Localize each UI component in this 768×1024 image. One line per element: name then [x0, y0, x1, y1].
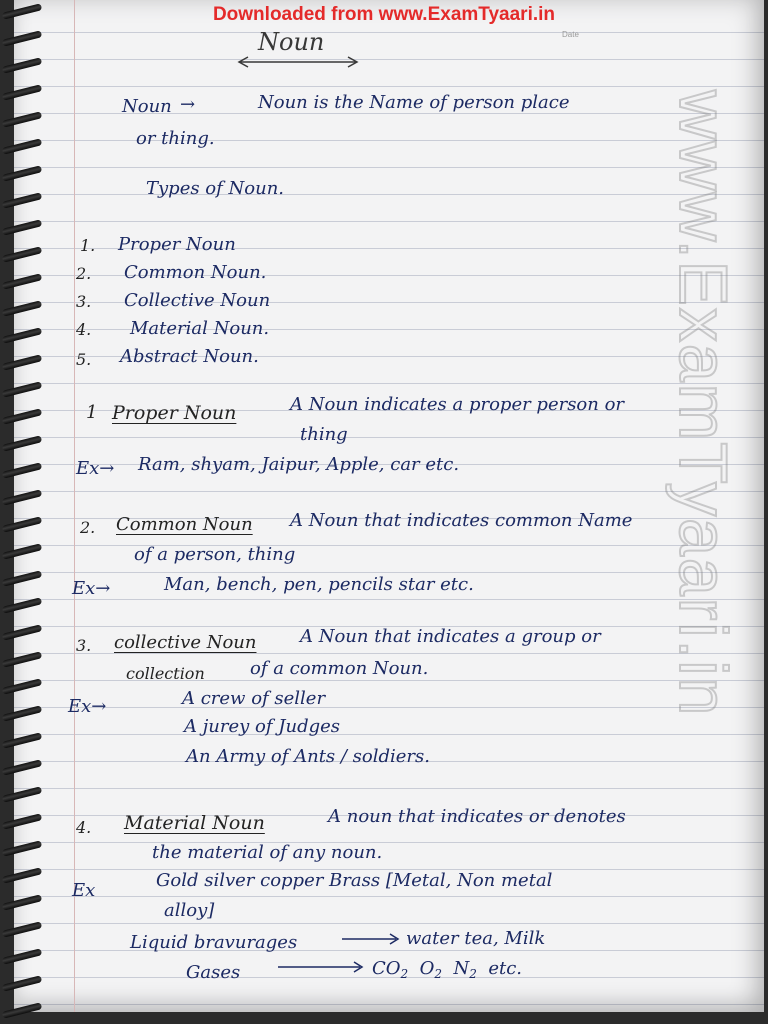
spiral-coil: [2, 732, 43, 748]
spiral-coil: [2, 381, 43, 397]
spiral-coil: [2, 111, 43, 127]
proper-noun-heading: Proper Noun: [112, 402, 237, 424]
types-heading: Types of Noun.: [146, 178, 285, 199]
type-label: Abstract Noun.: [120, 346, 259, 367]
common-noun-definition-line-1: A Noun that indicates common Name: [290, 510, 633, 531]
spiral-coil: [2, 165, 43, 181]
gases-label: Gases: [186, 962, 241, 983]
common-noun-definition-line-2: of a person, thing: [134, 544, 296, 565]
spiral-coil: [2, 219, 43, 235]
page-margin-line: [74, 0, 75, 1012]
proper-noun-definition-line-1: A Noun indicates a proper person or: [290, 394, 625, 415]
type-label: Material Noun.: [130, 318, 270, 339]
spiral-coil: [2, 624, 43, 640]
spiral-coil: [2, 354, 43, 370]
type-number: 2.: [76, 264, 92, 283]
spiral-coil: [2, 813, 43, 829]
type-number: 1.: [80, 236, 96, 255]
spiral-coil: [2, 300, 43, 316]
definition-line-1: Noun is the Name of person place: [258, 92, 570, 113]
type-number: 4.: [76, 320, 92, 339]
type-label: Collective Noun: [124, 290, 271, 311]
spiral-coil: [2, 975, 43, 991]
spiral-coil: [2, 921, 43, 937]
spiral-coil: [2, 678, 43, 694]
spiral-coil: [2, 948, 43, 964]
spiral-coil: [2, 30, 43, 46]
collective-noun-example: An Army of Ants / soldiers.: [186, 746, 430, 767]
spiral-coil: [2, 462, 43, 478]
material-noun-examples-line-1: Gold silver copper Brass [Metal, Non metal: [156, 870, 553, 891]
type-number: 3.: [76, 292, 92, 311]
spiral-coil: [2, 786, 43, 802]
proper-noun-number: 1: [86, 402, 98, 423]
spiral-coil: [2, 408, 43, 424]
spiral-coil: [2, 192, 43, 208]
spiral-coil: [2, 894, 43, 910]
type-label: Proper Noun: [118, 234, 236, 255]
spiral-coil: [2, 57, 43, 73]
notebook-page: [14, 0, 764, 1012]
gases-arrow: [276, 960, 366, 974]
collective-noun-example-label: Ex→: [68, 696, 107, 717]
spiral-coil: [2, 759, 43, 775]
spiral-coil: [2, 327, 43, 343]
spiral-coil: [2, 246, 43, 262]
collective-noun-definition-line-2a: collection: [126, 664, 205, 683]
spiral-coil: [2, 597, 43, 613]
spiral-coil: [2, 84, 43, 100]
spiral-coil: [2, 840, 43, 856]
spiral-coil: [2, 435, 43, 451]
spiral-coil: [2, 867, 43, 883]
spiral-coil: [2, 489, 43, 505]
proper-noun-definition-line-2: thing: [300, 424, 348, 445]
gases-examples: $CO_2$ $O_2$ $N_2$ etc.: [372, 958, 523, 981]
spiral-coil: [2, 138, 43, 154]
common-noun-examples: Man, bench, pen, pencils star etc.: [164, 574, 474, 595]
spiral-coil: [2, 1002, 43, 1018]
collective-noun-number: 3.: [76, 636, 92, 655]
collective-noun-definition-line-2b: of a common Noun.: [250, 658, 429, 679]
material-noun-definition-line-1: A noun that indicates or denotes: [328, 806, 626, 827]
type-label: Common Noun.: [124, 262, 267, 283]
liquids-examples: water tea, Milk: [406, 928, 546, 949]
material-noun-example-label: Ex: [72, 880, 96, 901]
type-number: 5.: [76, 350, 92, 369]
date-label: Date: [562, 30, 579, 39]
liquids-label: Liquid bravurages: [130, 932, 298, 953]
spiral-coil: [2, 651, 43, 667]
definition-arrow: →: [180, 94, 196, 115]
material-noun-heading: Material Noun: [124, 812, 265, 834]
definition-line-2: or thing.: [136, 128, 215, 149]
collective-noun-example: A jurey of Judges: [184, 716, 341, 737]
common-noun-example-label: Ex→: [72, 578, 111, 599]
collective-noun-heading: collective Noun: [114, 632, 257, 653]
material-noun-number: 4.: [76, 818, 92, 837]
spiral-coil: [2, 273, 43, 289]
definition-term: Noun: [122, 96, 172, 117]
spiral-coil: [2, 705, 43, 721]
proper-noun-example-label: Ex→: [76, 458, 115, 479]
spiral-coil: [2, 516, 43, 532]
spiral-binding: [0, 0, 40, 1024]
liquids-arrow: [340, 932, 402, 946]
spiral-coil: [2, 543, 43, 559]
material-noun-examples-line-2: alloy]: [164, 900, 215, 921]
spiral-coil: [2, 570, 43, 586]
collective-noun-example: A crew of seller: [182, 688, 326, 709]
proper-noun-examples: Ram, shyam, Jaipur, Apple, car etc.: [138, 454, 460, 475]
watermark: www.ExamTyaari.in: [665, 90, 741, 718]
title-double-arrow: [236, 56, 360, 68]
common-noun-heading: Common Noun: [116, 514, 253, 535]
collective-noun-definition-line-1: A Noun that indicates a group or: [300, 626, 601, 647]
page-title: Noun: [258, 28, 325, 56]
material-noun-definition-line-2: the material of any noun.: [152, 842, 383, 863]
common-noun-number: 2.: [80, 518, 96, 537]
download-header: Downloaded from www.ExamTyaari.in: [212, 4, 556, 25]
